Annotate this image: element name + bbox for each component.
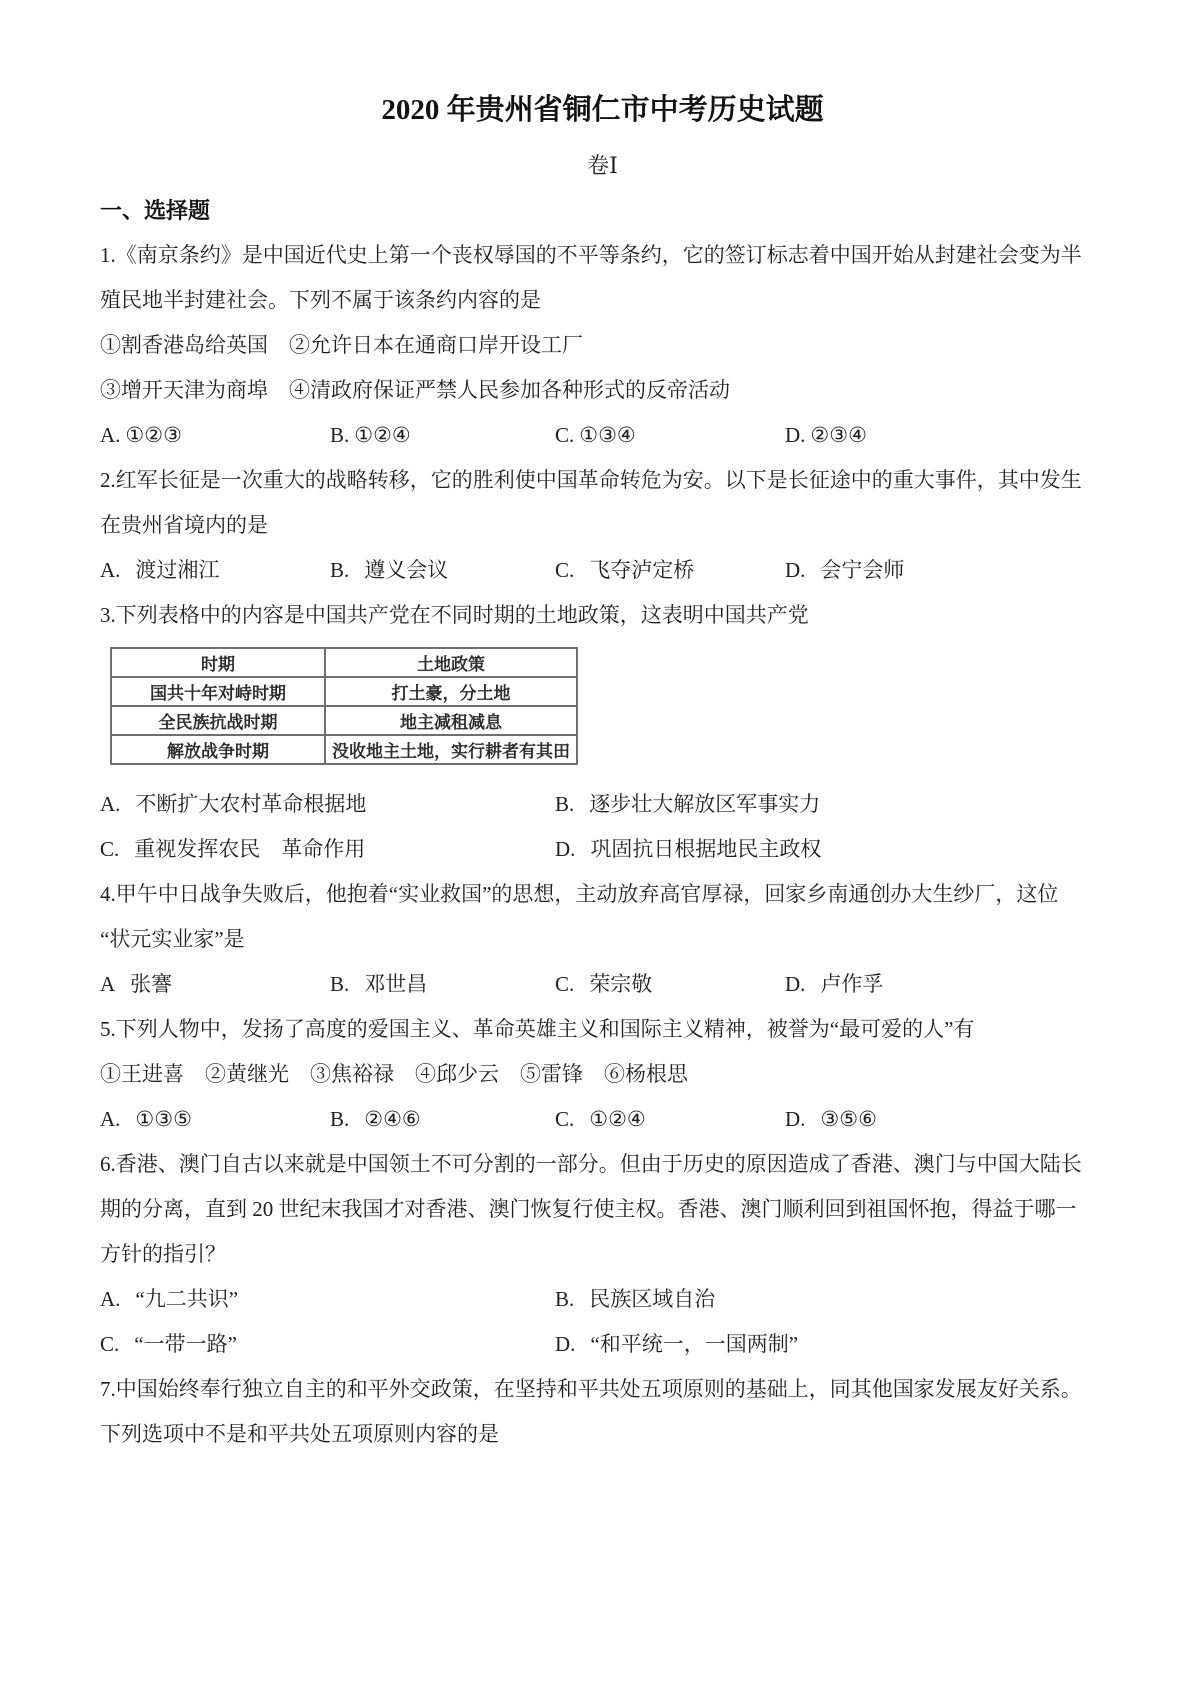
q6-option-d-label: D. xyxy=(555,1332,576,1356)
q4-option-a-label: A xyxy=(100,972,116,996)
q4-option-a-text: 张謇 xyxy=(130,972,173,996)
q4-options xyxy=(100,962,1105,1007)
q1-stem-line-1: 1.《南京条约》是中国近代史上第一个丧权辱国的不平等条约，它的签订标志着中国开始从封建社会变为半 xyxy=(100,243,1082,267)
q3-option-b xyxy=(555,782,1105,827)
table-row xyxy=(111,706,577,735)
q6-option-b-label: B. xyxy=(555,1287,575,1311)
q4-option-b-label: B. xyxy=(330,972,350,996)
q2-option-d-text: 会宁会师 xyxy=(820,558,905,582)
land-policy-table xyxy=(110,647,578,765)
q3-option-a-label: A. xyxy=(100,792,121,816)
q5-option-a-text: ①③⑤ xyxy=(135,1107,192,1131)
q3-option-d-label: D. xyxy=(555,837,576,861)
table-row xyxy=(111,735,577,764)
q1-option-b-label: B. xyxy=(330,423,350,447)
q1-option-a-text: ①②③ xyxy=(125,423,182,447)
q5-option-b xyxy=(330,1097,555,1142)
question-4 xyxy=(100,872,1105,1007)
q7-stem-line-1: 7.中国始终奉行独立自主的和平外交政策，在坚持和平共处五项原则的基础上，同其他国家发展友好关系。 xyxy=(100,1377,1082,1401)
q3-option-a xyxy=(100,782,555,827)
q1-option-c-text: ①③④ xyxy=(579,423,636,447)
q3-option-a-text: 不断扩大农村革命根据地 xyxy=(135,792,367,816)
table-header-row xyxy=(111,648,577,677)
q6-option-c-text: “一带一路” xyxy=(134,1332,237,1356)
q2-option-b-text: 遵义会议 xyxy=(364,558,449,582)
question-6 xyxy=(100,1142,1105,1367)
q1-option-c xyxy=(555,413,785,458)
q2-option-b xyxy=(330,548,555,593)
q2-options xyxy=(100,548,1105,593)
q2-option-b-label: B. xyxy=(330,558,350,582)
question-1 xyxy=(100,233,1105,458)
q6-option-a-text: “九二共识” xyxy=(135,1287,239,1311)
q5-item-list: ①王进喜 ②黄继光 ③焦裕禄 ④邱少云 ⑤雷锋 ⑥杨根思 xyxy=(100,1062,688,1086)
q1-option-d xyxy=(785,413,1105,458)
q2-option-d-label: D. xyxy=(785,558,806,582)
q4-option-d-text: 卢作孚 xyxy=(820,972,884,996)
q5-option-b-text: ②④⑥ xyxy=(364,1107,421,1131)
q1-options xyxy=(100,413,1105,458)
table-cell-policy-3: 没收地主土地，实行耕者有其田 xyxy=(325,735,577,764)
q1-option-b xyxy=(330,413,555,458)
q6-option-d xyxy=(555,1322,1105,1367)
q6-options-row-2 xyxy=(100,1322,1105,1367)
page-title: 2020 年贵州省铜仁市中考历史试题 xyxy=(381,94,824,126)
question-3 xyxy=(100,593,1105,872)
q5-option-c xyxy=(555,1097,785,1142)
q2-option-d xyxy=(785,548,1105,593)
question-5 xyxy=(100,1007,1105,1142)
q6-option-c-label: C. xyxy=(100,1332,120,1356)
q4-stem-line-2: “状元实业家”是 xyxy=(100,927,245,951)
table-cell-policy-1: 打土豪，分土地 xyxy=(325,677,577,706)
q4-option-c-label: C. xyxy=(555,972,575,996)
q3-option-c xyxy=(100,827,555,872)
table-header-period: 时期 xyxy=(111,648,325,677)
table-row xyxy=(111,677,577,706)
q7-stem-line-2: 下列选项中不是和平共处五项原则内容的是 xyxy=(100,1422,499,1446)
q3-option-c-text: 重视发挥农民 革命作用 xyxy=(134,837,366,861)
q2-option-c xyxy=(555,548,785,593)
q4-option-a xyxy=(100,962,330,1007)
q4-option-d-label: D. xyxy=(785,972,806,996)
q2-option-c-label: C. xyxy=(555,558,575,582)
q6-option-b-text: 民族区域自治 xyxy=(589,1287,716,1311)
q6-options-row-1 xyxy=(100,1277,1105,1322)
section-heading: 一、选择题 xyxy=(100,198,211,223)
q1-stem-line-2: 殖民地半封建社会。下列不属于该条约内容的是 xyxy=(100,288,541,312)
table-cell-policy-2: 地主减租减息 xyxy=(325,706,577,735)
q3-option-d-text: 巩固抗日根据地民主政权 xyxy=(590,837,822,861)
q4-stem-line-1: 4.甲午中日战争失败后，他抱着“实业救国”的思想，主动放弃高官厚禄，回家乡南通创办大生纱厂，这位 xyxy=(100,882,1059,906)
table-cell-period-2: 全民族抗战时期 xyxy=(111,706,325,735)
q5-option-a-label: A. xyxy=(100,1107,121,1131)
q1-item-list-2: ③增开天津为商埠 ④清政府保证严禁人民参加各种形式的反帝活动 xyxy=(100,378,730,402)
q3-option-b-label: B. xyxy=(555,792,575,816)
q1-option-b-text: ①②④ xyxy=(354,423,411,447)
q2-stem-line-1: 2.红军长征是一次重大的战略转移，它的胜利使中国革命转危为安。以下是长征途中的重大事件，其中发生 xyxy=(100,468,1082,492)
q4-option-b xyxy=(330,962,555,1007)
q5-options xyxy=(100,1097,1105,1142)
q6-stem-line-1: 6.香港、澳门自古以来就是中国领土不可分割的一部分。但由于历史的原因造成了香港、澳门与中国大陆长 xyxy=(100,1152,1082,1176)
q3-options-row-2 xyxy=(100,827,1105,872)
q1-option-c-label: C. xyxy=(555,423,575,447)
q6-option-b xyxy=(555,1277,1105,1322)
q3-option-c-label: C. xyxy=(100,837,120,861)
q4-option-c-text: 荣宗敬 xyxy=(589,972,653,996)
q1-option-a xyxy=(100,413,330,458)
q3-option-d xyxy=(555,827,1105,872)
q3-options-row-1 xyxy=(100,782,1105,827)
q5-option-d-text: ③⑤⑥ xyxy=(820,1107,877,1131)
q5-option-b-label: B. xyxy=(330,1107,350,1131)
q5-option-c-text: ①②④ xyxy=(589,1107,646,1131)
q4-option-b-text: 邓世昌 xyxy=(364,972,428,996)
q6-stem-line-2: 期的分离，直到 20 世纪末我国才对香港、澳门恢复行使主权。香港、澳门顺利回到祖国怀抱，得益于哪一 xyxy=(100,1197,1077,1221)
q5-option-c-label: C. xyxy=(555,1107,575,1131)
q6-option-a-label: A. xyxy=(100,1287,121,1311)
q4-option-c xyxy=(555,962,785,1007)
table-cell-period-3: 解放战争时期 xyxy=(111,735,325,764)
q6-option-c xyxy=(100,1322,555,1367)
table-cell-period-1: 国共十年对峙时期 xyxy=(111,677,325,706)
q2-option-a xyxy=(100,548,330,593)
q6-option-a xyxy=(100,1277,555,1322)
q3-option-b-text: 逐步壮大解放区军事实力 xyxy=(589,792,821,816)
question-7 xyxy=(100,1367,1105,1457)
q5-option-d-label: D. xyxy=(785,1107,806,1131)
q3-stem-line-1: 3.下列表格中的内容是中国共产党在不同时期的土地政策，这表明中国共产党 xyxy=(100,603,809,627)
q2-option-a-label: A. xyxy=(100,558,121,582)
q6-stem-line-3: 方针的指引？ xyxy=(100,1242,226,1266)
q1-option-a-label: A. xyxy=(100,423,121,447)
q2-stem-line-2: 在贵州省境内的是 xyxy=(100,513,268,537)
volume-label: 卷Ⅰ xyxy=(587,153,618,178)
q1-option-d-text: ②③④ xyxy=(810,423,867,447)
q1-option-d-label: D. xyxy=(785,423,806,447)
q1-item-list-1: ①割香港岛给英国 ②允许日本在通商口岸开设工厂 xyxy=(100,333,583,357)
q5-option-a xyxy=(100,1097,330,1142)
q4-option-d xyxy=(785,962,1105,1007)
q2-option-c-text: 飞夺泸定桥 xyxy=(589,558,695,582)
q2-option-a-text: 渡过湘江 xyxy=(135,558,220,582)
q5-option-d xyxy=(785,1097,1105,1142)
q5-stem-line-1: 5.下列人物中，发扬了高度的爱国主义、革命英雄主义和国际主义精神，被誉为“最可爱的人”有 xyxy=(100,1017,975,1041)
question-2 xyxy=(100,458,1105,593)
table-header-policy: 土地政策 xyxy=(325,648,577,677)
q6-option-d-text: “和平统一，一国两制” xyxy=(590,1332,799,1356)
